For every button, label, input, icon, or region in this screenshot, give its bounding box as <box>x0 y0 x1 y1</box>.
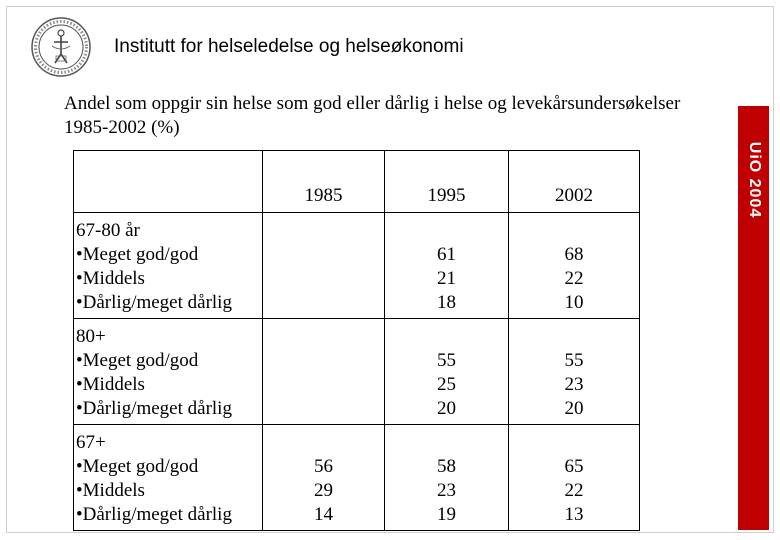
value <box>263 291 384 315</box>
value <box>263 243 384 267</box>
group-label-cell <box>74 319 263 425</box>
value: 65 <box>564 456 584 477</box>
value-cell-1995 <box>385 213 509 319</box>
value-cell-2002 <box>509 319 640 425</box>
sidebar-label: UiO 2004 <box>745 141 763 219</box>
row-label: •Meget god/god <box>76 456 199 477</box>
value: 68 <box>564 244 584 265</box>
value: 61 <box>437 244 456 265</box>
table-row <box>74 319 640 425</box>
row-label: •Meget god/god <box>76 350 199 371</box>
value-cell-2002 <box>509 425 640 531</box>
university-seal-icon <box>30 16 92 78</box>
group-label-cell <box>74 425 263 531</box>
value: 18 <box>437 292 456 313</box>
value: 13 <box>564 504 584 525</box>
subtitle-line-2: 1985-2002 (%) <box>64 117 180 138</box>
group-age: 80+ <box>76 326 106 347</box>
row-label: •Middels <box>76 268 145 289</box>
header-year-2002: 2002 <box>509 151 640 213</box>
value <box>263 373 384 397</box>
value: 58 <box>437 456 456 477</box>
group-age: 67-80 år <box>76 220 140 241</box>
row-label: •Middels <box>76 480 145 501</box>
value: 25 <box>437 374 456 395</box>
value <box>263 349 384 373</box>
value-cell-1985 <box>263 213 385 319</box>
slide-subtitle <box>64 92 724 140</box>
table-row <box>74 213 640 319</box>
value: 21 <box>437 268 456 289</box>
value-cell-1985 <box>263 319 385 425</box>
row-label: •Middels <box>76 374 145 395</box>
row-label: •Dårlig/meget dårlig <box>76 504 232 525</box>
value-cell-1985 <box>263 425 385 531</box>
value: 55 <box>564 350 584 371</box>
health-table <box>73 150 640 531</box>
value <box>263 267 384 291</box>
value-cell-2002 <box>509 213 640 319</box>
value: 23 <box>437 480 456 501</box>
subtitle-line-1: Andel som oppgir sin helse som god eller dårlig i helse og levekårsundersøkelser <box>64 93 681 114</box>
table-row <box>74 425 640 531</box>
row-label: •Dårlig/meget dårlig <box>76 398 232 419</box>
group-age: 67+ <box>76 432 106 453</box>
value: 14 <box>314 504 333 525</box>
value: 22 <box>564 268 584 289</box>
header-year-1995: 1995 <box>385 151 509 213</box>
value: 20 <box>437 398 456 419</box>
sidebar-band <box>738 106 769 530</box>
value: 20 <box>564 398 584 419</box>
value: 23 <box>564 374 584 395</box>
value <box>263 397 384 421</box>
value: 19 <box>437 504 456 525</box>
row-label: •Meget god/god <box>76 244 199 265</box>
header-empty-cell <box>74 151 263 213</box>
header-year-1985: 1985 <box>263 151 385 213</box>
institute-title: Institutt for helseledelse og helseøkonomi <box>114 36 464 57</box>
value-cell-1995 <box>385 425 509 531</box>
table-header-row <box>74 151 640 213</box>
value: 55 <box>437 350 456 371</box>
row-label: •Dårlig/meget dårlig <box>76 292 232 313</box>
value-cell-1995 <box>385 319 509 425</box>
value: 22 <box>564 480 584 501</box>
group-label-cell <box>74 213 263 319</box>
value: 29 <box>314 480 333 501</box>
value: 10 <box>564 292 584 313</box>
value: 56 <box>314 456 333 477</box>
